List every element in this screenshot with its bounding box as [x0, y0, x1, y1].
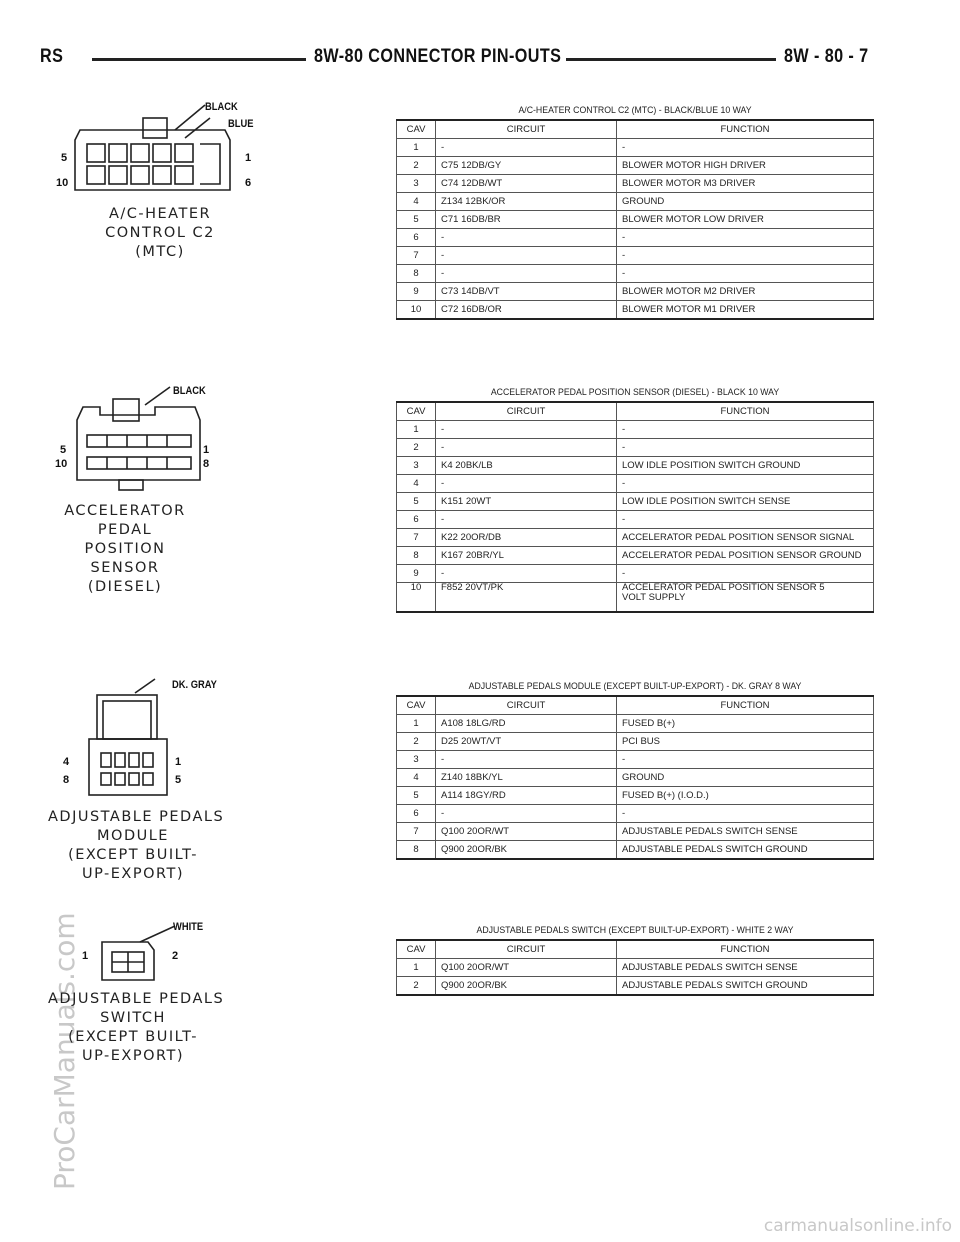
cell-circuit: A108 18LG/RD — [436, 715, 617, 733]
cell-circuit: K4 20BK/LB — [436, 457, 617, 475]
cell-cav: 5 — [397, 787, 436, 805]
ac-heater-connector-drawing — [55, 100, 265, 210]
cell-cav: 3 — [397, 457, 436, 475]
cell-function: ADJUSTABLE PEDALS SWITCH SENSE — [617, 823, 874, 841]
cell-cav: 2 — [397, 977, 436, 996]
table-row — [397, 769, 874, 787]
header-title: 8W-80 CONNECTOR PIN-OUTS — [314, 46, 562, 67]
table-row — [397, 175, 874, 193]
cell-circuit: - — [436, 805, 617, 823]
cell-function: FUSED B(+) — [617, 715, 874, 733]
cell-cav: 8 — [397, 265, 436, 283]
cell-cav: 6 — [397, 511, 436, 529]
pin-number-label: 2 — [172, 950, 179, 962]
table-row — [397, 841, 874, 860]
cell-function: - — [617, 805, 874, 823]
connector-label: A/C-HEATER CONTROL C2 (MTC) — [105, 206, 215, 260]
pin-number-label: 1 — [203, 444, 210, 456]
wire-color-callout: WHITE — [173, 921, 204, 933]
pinout-table — [396, 695, 874, 860]
cell-circuit: F852 20VT/PK — [436, 583, 617, 613]
cell-cav: 4 — [397, 475, 436, 493]
cell-function: ACCELERATOR PEDAL POSITION SENSOR GROUND — [617, 547, 874, 565]
col-circuit: CIRCUIT — [436, 696, 617, 715]
cell-circuit: - — [436, 511, 617, 529]
table-row — [397, 457, 874, 475]
page-header — [0, 44, 960, 74]
cell-function: FUSED B(+) (I.O.D.) — [617, 787, 874, 805]
cell-circuit: C71 16DB/BR — [436, 211, 617, 229]
pin-number-label: 5 — [60, 444, 67, 456]
cell-cav: 1 — [397, 421, 436, 439]
cell-cav: 10 — [397, 583, 436, 613]
col-function: FUNCTION — [617, 402, 874, 421]
cell-circuit: - — [436, 421, 617, 439]
pin-number-label: 10 — [55, 458, 68, 470]
header-page-number: 8W - 80 - 7 — [784, 46, 869, 67]
cell-circuit: A114 18GY/RD — [436, 787, 617, 805]
cell-function: GROUND — [617, 769, 874, 787]
table-header-row — [397, 696, 874, 715]
cell-cav: 7 — [397, 823, 436, 841]
table-row — [397, 439, 874, 457]
table-row — [397, 493, 874, 511]
cell-circuit: - — [436, 565, 617, 583]
table-row — [397, 529, 874, 547]
table-row — [397, 211, 874, 229]
pin-number-label: 8 — [63, 774, 70, 786]
cell-circuit: Z134 12BK/OR — [436, 193, 617, 211]
section-title: ADJUSTABLE PEDALS SWITCH (EXCEPT BUILT-UP-EXPORT) - WHITE 2 WAY — [476, 925, 794, 936]
pin-number-label: 4 — [63, 756, 70, 768]
table-row — [397, 805, 874, 823]
table-row — [397, 139, 874, 157]
cell-cav: 8 — [397, 841, 436, 860]
cell-function: PCI BUS — [617, 733, 874, 751]
table-header-row — [397, 120, 874, 139]
pin-number-label: 10 — [56, 177, 69, 189]
cell-cav: 9 — [397, 565, 436, 583]
cell-circuit: - — [436, 139, 617, 157]
wire-color-callout: BLACK — [205, 101, 238, 113]
col-function: FUNCTION — [617, 696, 874, 715]
pinout-table — [396, 119, 874, 320]
table-row — [397, 583, 874, 613]
cell-circuit: - — [436, 475, 617, 493]
pedals-module-connector-drawing — [75, 675, 255, 810]
cell-function: - — [617, 265, 874, 283]
table-row — [397, 565, 874, 583]
cell-function: GROUND — [617, 193, 874, 211]
table-header-row — [397, 402, 874, 421]
cell-cav: 2 — [397, 733, 436, 751]
cell-circuit: Z140 18BK/YL — [436, 769, 617, 787]
cell-function: ACCELERATOR PEDAL POSITION SENSOR SIGNAL — [617, 529, 874, 547]
pin-number-label: 1 — [82, 950, 89, 962]
cell-function: - — [617, 751, 874, 769]
cell-cav: 10 — [397, 301, 436, 320]
cell-function: - — [617, 139, 874, 157]
cell-function: LOW IDLE POSITION SWITCH SENSE — [617, 493, 874, 511]
pinout-table — [396, 401, 874, 613]
cell-cav: 9 — [397, 283, 436, 301]
col-circuit: CIRCUIT — [436, 120, 617, 139]
cell-cav: 5 — [397, 211, 436, 229]
cell-cav: 1 — [397, 139, 436, 157]
col-cav: CAV — [397, 696, 436, 715]
connector-label: ADJUSTABLE PEDALS MODULE (EXCEPT BUILT- UP-EXPORT) — [48, 809, 225, 882]
cell-circuit: K22 20OR/DB — [436, 529, 617, 547]
pin-number-label: 5 — [61, 152, 68, 164]
table-row — [397, 301, 874, 320]
cell-circuit: K167 20BR/YL — [436, 547, 617, 565]
connector-label: ACCELERATOR PEDAL POSITION SENSOR (DIESEL) — [64, 503, 186, 595]
pin-number-label: 8 — [203, 458, 210, 470]
pin-number-label: 5 — [175, 774, 182, 786]
cell-circuit: C75 12DB/GY — [436, 157, 617, 175]
table-row — [397, 959, 874, 977]
cell-function: ACCELERATOR PEDAL POSITION SENSOR 5 VOLT SUPPLY — [617, 583, 874, 613]
cell-function: BLOWER MOTOR M2 DRIVER — [617, 283, 874, 301]
header-rule-right — [566, 58, 776, 61]
cell-circuit: Q900 20OR/BK — [436, 841, 617, 860]
cell-cav: 1 — [397, 959, 436, 977]
pedals-switch-connector-drawing — [90, 922, 240, 992]
table-row — [397, 823, 874, 841]
cell-circuit: - — [436, 229, 617, 247]
table-row — [397, 193, 874, 211]
cell-cav: 3 — [397, 751, 436, 769]
cell-cav: 6 — [397, 805, 436, 823]
cell-function: - — [617, 439, 874, 457]
side-watermark-text: ProCarManuals.com — [48, 912, 81, 1190]
col-cav: CAV — [397, 940, 436, 959]
cell-circuit: Q900 20OR/BK — [436, 977, 617, 996]
table-row — [397, 547, 874, 565]
col-function: FUNCTION — [617, 120, 874, 139]
cell-circuit: C73 14DB/VT — [436, 283, 617, 301]
cell-circuit: - — [436, 265, 617, 283]
table-row — [397, 733, 874, 751]
cell-function: - — [617, 511, 874, 529]
wire-color-callout: BLUE — [228, 118, 254, 130]
pin-number-label: 1 — [175, 756, 182, 768]
cell-cav: 8 — [397, 547, 436, 565]
cell-function: - — [617, 229, 874, 247]
cell-circuit: C72 16DB/OR — [436, 301, 617, 320]
table-row — [397, 715, 874, 733]
table-row — [397, 977, 874, 996]
wire-color-callout: DK. GRAY — [172, 679, 217, 691]
col-circuit: CIRCUIT — [436, 402, 617, 421]
pin-number-label: 1 — [245, 152, 252, 164]
cell-function: BLOWER MOTOR M3 DRIVER — [617, 175, 874, 193]
section-title: A/C-HEATER CONTROL C2 (MTC) - BLACK/BLUE 10 WAY — [518, 105, 752, 116]
table-row — [397, 283, 874, 301]
table-row — [397, 751, 874, 769]
table-row — [397, 265, 874, 283]
cell-function: BLOWER MOTOR LOW DRIVER — [617, 211, 874, 229]
accelerator-sensor-connector-drawing — [55, 385, 265, 500]
header-left: RS — [40, 46, 64, 67]
cell-circuit: - — [436, 751, 617, 769]
connector-label: ADJUSTABLE PEDALS SWITCH (EXCEPT BUILT- UP-EXPORT) — [48, 991, 225, 1064]
cell-function: ADJUSTABLE PEDALS SWITCH SENSE — [617, 959, 874, 977]
pinout-table — [396, 939, 874, 996]
section-title: ADJUSTABLE PEDALS MODULE (EXCEPT BUILT-UP-EXPORT) - DK. GRAY 8 WAY — [468, 681, 802, 692]
cell-function: - — [617, 475, 874, 493]
cell-cav: 3 — [397, 175, 436, 193]
cell-function: ADJUSTABLE PEDALS SWITCH GROUND — [617, 977, 874, 996]
table-header-row — [397, 940, 874, 959]
cell-circuit: Q100 20OR/WT — [436, 823, 617, 841]
col-cav: CAV — [397, 402, 436, 421]
cell-cav: 7 — [397, 529, 436, 547]
cell-function: - — [617, 247, 874, 265]
table-row — [397, 247, 874, 265]
cell-function: BLOWER MOTOR HIGH DRIVER — [617, 157, 874, 175]
col-function: FUNCTION — [617, 940, 874, 959]
cell-circuit: Q100 20OR/WT — [436, 959, 617, 977]
cell-circuit: K151 20WT — [436, 493, 617, 511]
table-row — [397, 157, 874, 175]
cell-circuit: - — [436, 247, 617, 265]
cell-cav: 5 — [397, 493, 436, 511]
footer-watermark: carmanualsonline.info — [763, 1216, 952, 1236]
cell-circuit: D25 20WT/VT — [436, 733, 617, 751]
cell-cav: 6 — [397, 229, 436, 247]
cell-function: BLOWER MOTOR M1 DRIVER — [617, 301, 874, 320]
cell-cav: 4 — [397, 769, 436, 787]
cell-cav: 4 — [397, 193, 436, 211]
table-row — [397, 787, 874, 805]
col-circuit: CIRCUIT — [436, 940, 617, 959]
table-row — [397, 475, 874, 493]
wire-color-callout: BLACK — [173, 385, 206, 397]
cell-cav: 2 — [397, 157, 436, 175]
pin-number-label: 6 — [245, 177, 252, 189]
cell-cav: 1 — [397, 715, 436, 733]
header-rule-left — [92, 58, 306, 61]
cell-circuit: C74 12DB/WT — [436, 175, 617, 193]
section-title: ACCELERATOR PEDAL POSITION SENSOR (DIESEL) - BLACK 10 WAY — [490, 387, 780, 398]
cell-circuit: - — [436, 439, 617, 457]
table-row — [397, 421, 874, 439]
cell-function: ADJUSTABLE PEDALS SWITCH GROUND — [617, 841, 874, 860]
cell-cav: 2 — [397, 439, 436, 457]
cell-function: - — [617, 565, 874, 583]
table-row — [397, 511, 874, 529]
col-cav: CAV — [397, 120, 436, 139]
cell-function: - — [617, 421, 874, 439]
cell-function: LOW IDLE POSITION SWITCH GROUND — [617, 457, 874, 475]
cell-cav: 7 — [397, 247, 436, 265]
table-row — [397, 229, 874, 247]
